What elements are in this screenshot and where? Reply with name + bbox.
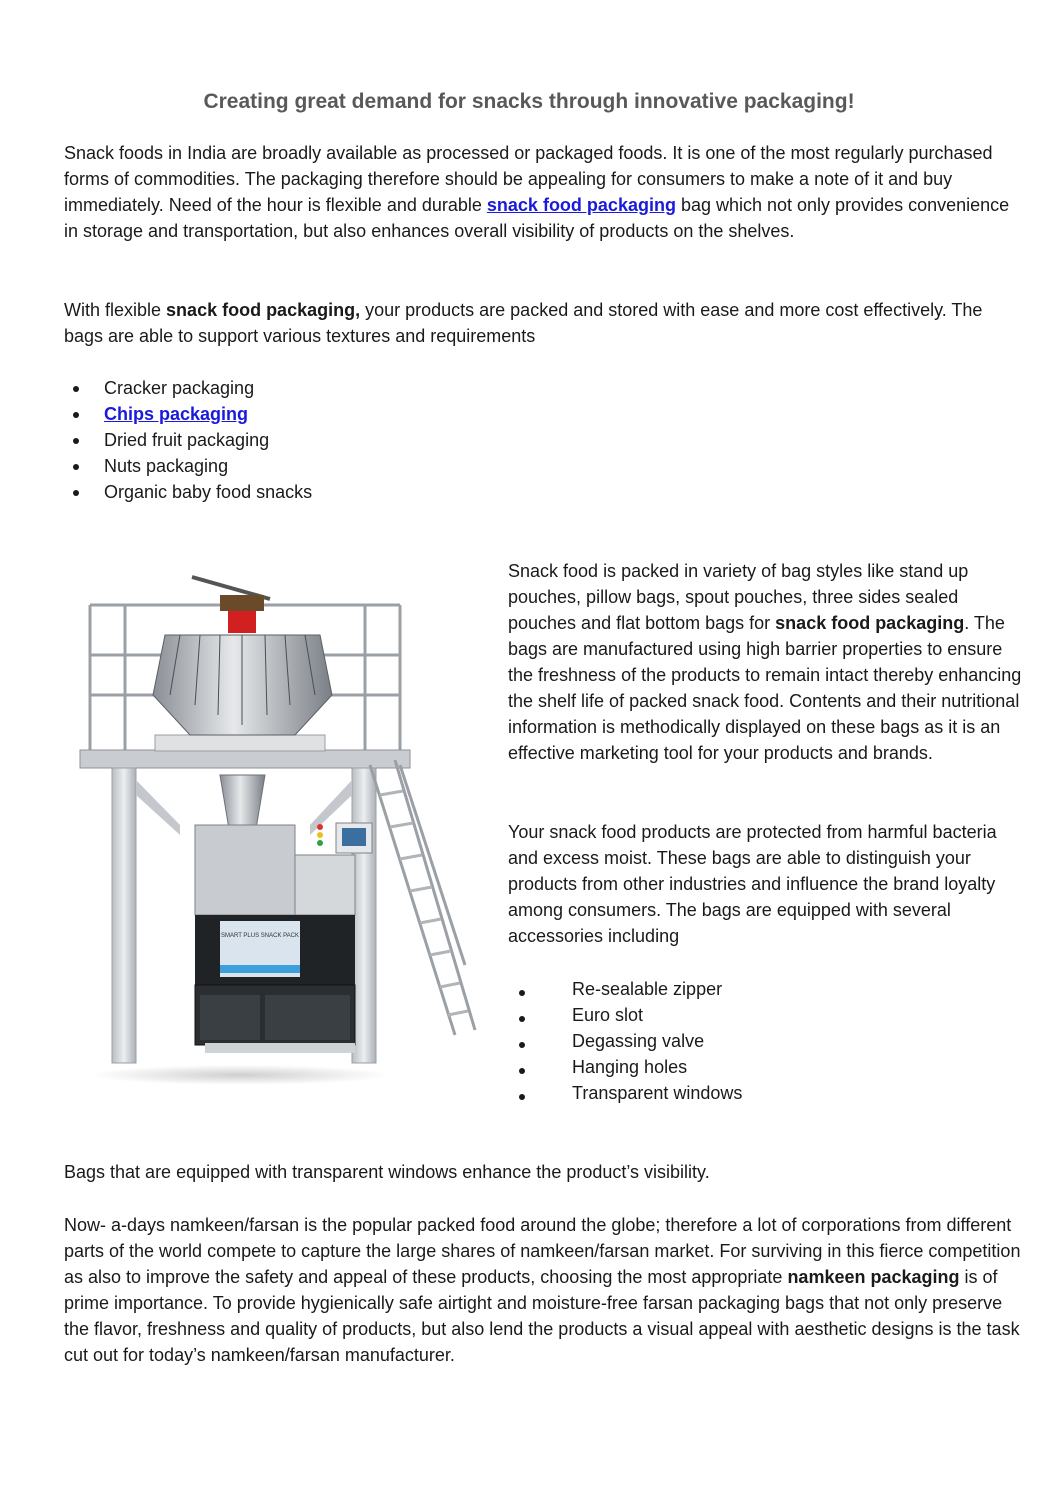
namkeen-bold: namkeen packaging xyxy=(787,1267,960,1287)
list-item-label: Organic baby food snacks xyxy=(104,482,313,502)
list-item xyxy=(64,375,1024,401)
list-item xyxy=(508,1054,1028,1080)
bullet-icon xyxy=(73,412,79,418)
bullet-icon xyxy=(73,490,79,496)
list-item-label: Nuts packaging xyxy=(104,456,229,476)
accessories-list xyxy=(508,976,1028,1106)
packaging-machine-image xyxy=(70,565,490,1090)
bag-styles-bold: snack food packaging xyxy=(775,613,965,633)
list-item xyxy=(508,976,1028,1002)
flexible-paragraph xyxy=(64,297,1024,349)
page-title: Creating great demand for snacks through innovative packaging! xyxy=(203,90,855,113)
bullet-icon xyxy=(73,464,79,470)
bullet-icon xyxy=(519,990,525,996)
intro-paragraph xyxy=(64,140,1024,244)
list-item-label: Re-sealable zipper xyxy=(572,979,723,999)
list-item xyxy=(508,1002,1028,1028)
namkeen-text-1: Now- a-days namkeen/farsan is the popular packed food around the globe; therefore a lot of corporations from different parts of the world compete to capture the large shares of namkeen/farsan market. For surviving in this fierce competition as also to improve the safety and appeal of these products, choosing the most appropriate xyxy=(64,1215,1021,1287)
namkeen-paragraph xyxy=(64,1212,1024,1368)
bullet-icon xyxy=(73,386,79,392)
bullet-icon xyxy=(519,1042,525,1048)
list-item-label: Transparent windows xyxy=(572,1083,743,1103)
bullet-icon xyxy=(519,1094,525,1100)
flexible-text-2: your products are packed and stored with ease and more cost effectively. The bags are able to support various textures and requirements xyxy=(64,300,983,346)
list-item xyxy=(508,1028,1028,1054)
flexible-text-1: With flexible xyxy=(64,300,167,320)
textures-list xyxy=(64,375,1024,505)
list-item-label: Degassing valve xyxy=(572,1031,705,1051)
windows-note-paragraph: Bags that are equipped with transparent windows enhance the product’s visibility. xyxy=(64,1162,710,1182)
chips-packaging-link[interactable]: Chips packaging xyxy=(104,404,249,424)
machine-brand-text: SMART PLUS SNACK PACK xyxy=(220,933,300,939)
list-item-label: Cracker packaging xyxy=(104,378,255,398)
protection-paragraph: Your snack food products are protected from harmful bacteria and excess moist. These bags are able to distinguish your products from other industries and influence the brand loyalty among consumers. The bags are equipped with several accessories including xyxy=(508,822,997,946)
intro-text-1: Snack foods in India are broadly available as processed or packaged foods. It is one of the most regularly purchased forms of commodities. The packaging therefore should be appealing for consumers to make a note of it and buy immediately. Need of the hour is flexible and durable xyxy=(64,143,993,215)
intro-text-2: bag which not only provides convenience in storage and transportation, but also enhances overall visibility of products on the shelves. xyxy=(64,195,1010,241)
bullet-icon xyxy=(73,438,79,444)
list-item xyxy=(64,427,1024,453)
list-item xyxy=(64,453,1024,479)
bullet-icon xyxy=(519,1068,525,1074)
bag-styles-text-2: . The bags are manufactured using high barrier properties to ensure the freshness of the products to remain intact thereby enhancing the shelf life of packed snack food. Contents and their nutritional information is methodically displayed on these bags as it is an effective marketing tool for your products and brands. xyxy=(508,613,1022,763)
bag-styles-text-1: Snack food is packed in variety of bag styles like stand up pouches, pillow bags, spout pouches, three sides sealed pouches and flat bottom bags for xyxy=(508,561,969,633)
list-item-label: Dried fruit packaging xyxy=(104,430,270,450)
list-item xyxy=(64,479,1024,505)
list-item-label: Hanging holes xyxy=(572,1057,688,1077)
list-item xyxy=(64,401,1024,427)
list-item-label: Euro slot xyxy=(572,1005,644,1025)
snack-food-packaging-link[interactable]: snack food packaging xyxy=(486,195,676,215)
list-item xyxy=(508,1080,1028,1106)
namkeen-text-2: is of prime importance. To provide hygienically safe airtight and moisture-free farsan packaging bags that not only preserve the flavor, freshness and quality of products, but also lend the products a visual appeal with aesthetic designs is the task cut out for today’s namkeen/farsan manufacturer. xyxy=(64,1267,1020,1365)
flexible-bold: snack food packaging, xyxy=(166,300,361,320)
bag-styles-paragraph xyxy=(508,558,1028,766)
bullet-icon xyxy=(519,1016,525,1022)
